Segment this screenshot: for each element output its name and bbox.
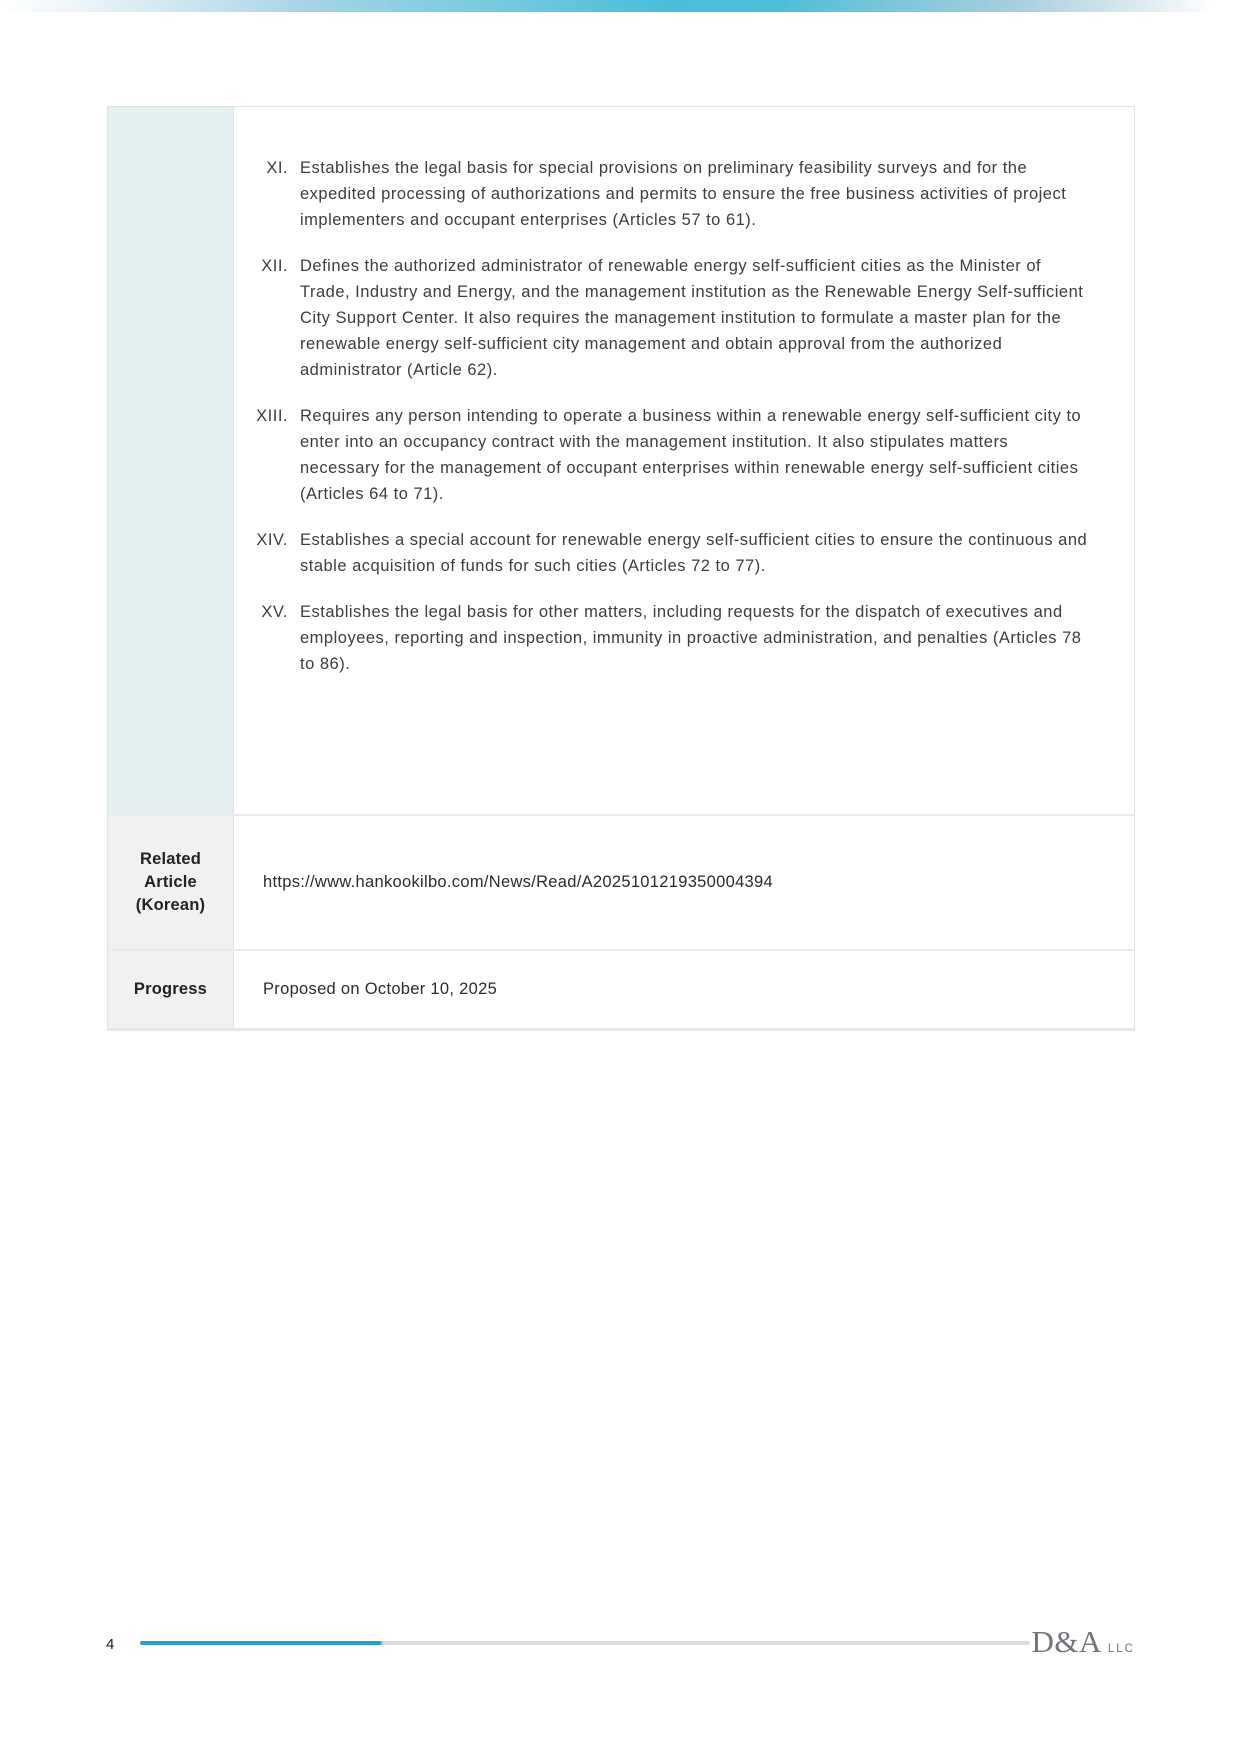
provisions-row <box>108 107 1134 814</box>
brand-name: D&A <box>1031 1624 1102 1659</box>
item-numeral: XV. <box>261 603 288 621</box>
provisions-label-cell <box>108 107 234 814</box>
top-accent-bar <box>0 0 1241 12</box>
footer-rule <box>140 1641 1030 1645</box>
item-text: Defines the authorized administrator of renewable energy self-sufficient cities as the Minister of Trade, Industry and Energy, and the management institution as the Renewable Energy Self-sufficient City Support Center. It also requires the management institution to formulate a master plan for the renewable energy self-sufficient city management and obtain approval from the authorized administrator (Article 62). <box>300 257 1084 379</box>
provision-item <box>242 599 1110 677</box>
related-article-row <box>108 814 1134 949</box>
related-article-label: Related Article (Korean) <box>108 816 234 949</box>
brand-suffix: LLC <box>1107 1643 1135 1655</box>
brand-logo <box>1032 1624 1136 1660</box>
provision-list <box>234 107 1134 814</box>
progress-value: Proposed on October 10, 2025 <box>263 980 498 998</box>
item-text: Requires any person intending to operate a business within a renewable energy self-sufficient city to enter into an occupancy contract with the management institution. It also stipulates matters necessary for the management of occupant enterprises within renewable energy self-sufficient cities (Articles 64 to 71). <box>300 407 1082 503</box>
item-numeral: XI. <box>266 159 288 177</box>
provision-item <box>242 253 1110 383</box>
item-numeral: XIII. <box>256 407 288 425</box>
page-number: 4 <box>106 1636 115 1653</box>
bill-summary-table <box>107 106 1135 1031</box>
provision-item <box>242 527 1110 579</box>
progress-row <box>108 949 1134 1028</box>
related-article-url[interactable]: https://www.hankookilbo.com/News/Read/A2025101219350004394 <box>263 873 773 891</box>
provision-item <box>242 155 1110 233</box>
progress-label: Progress <box>108 951 234 1028</box>
item-text: Establishes the legal basis for special provisions on preliminary feasibility surveys and for the expedited processing of authorizations and permits to ensure the free business activities of project implementers and occupant enterprises (Articles 57 to 61). <box>300 159 1067 229</box>
item-numeral: XII. <box>261 257 288 275</box>
item-text: Establishes the legal basis for other matters, including requests for the dispatch of executives and employees, reporting and inspection, immunity in proactive administration, and penalties (Articles 78 to 86). <box>300 603 1082 673</box>
item-text: Establishes a special account for renewable energy self-sufficient cities to ensure the continuous and stable acquisition of funds for such cities (Articles 72 to 77). <box>300 531 1088 575</box>
provision-item <box>242 403 1110 507</box>
item-numeral: XIV. <box>256 531 288 549</box>
